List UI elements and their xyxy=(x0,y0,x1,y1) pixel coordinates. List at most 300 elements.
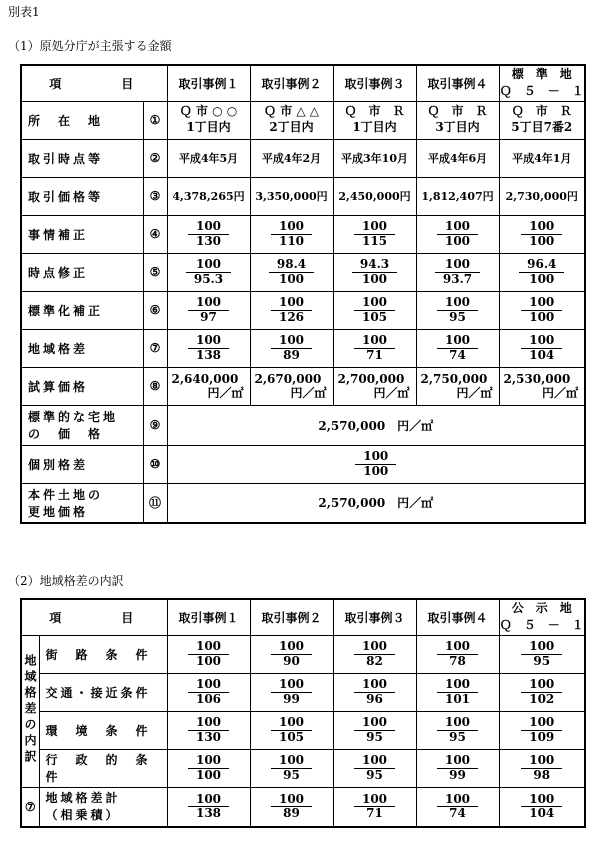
denominator: 100 xyxy=(529,271,555,286)
denominator: 71 xyxy=(366,347,383,362)
cell: 3,350,000円 xyxy=(250,177,333,215)
column-header: 取引事例３ xyxy=(333,65,416,101)
cell xyxy=(250,635,333,673)
cell xyxy=(250,711,333,749)
denominator: 95 xyxy=(366,729,383,744)
fraction xyxy=(521,678,562,705)
denominator: 105 xyxy=(361,309,388,324)
cell-line: 5丁目7番2 xyxy=(511,120,573,134)
cell-line: Ｑ 市 Ｒ xyxy=(344,104,405,119)
table-row xyxy=(21,673,585,711)
price-unit: 円／㎡ xyxy=(542,386,579,400)
cell xyxy=(499,749,585,787)
price-unit: 円／㎡ xyxy=(290,386,327,400)
cell xyxy=(499,367,585,405)
numerator: 100 xyxy=(437,220,478,234)
denominator: 104 xyxy=(529,806,555,821)
table-row xyxy=(21,711,585,749)
column-header: 取引事例２ xyxy=(250,599,333,635)
cell xyxy=(167,749,250,787)
cell xyxy=(416,101,499,139)
cell xyxy=(499,215,585,253)
fraction xyxy=(271,793,312,820)
row-label: 取引時点等 xyxy=(21,139,143,177)
denominator: 89 xyxy=(283,806,300,821)
cell: 平成3年10月 xyxy=(333,139,416,177)
total-label xyxy=(39,787,167,827)
fraction xyxy=(437,334,478,361)
denominator: 95 xyxy=(533,653,551,668)
numerator: 100 xyxy=(437,296,478,310)
row-label: 行 政 的 条 件 xyxy=(39,749,167,787)
table-row xyxy=(21,329,585,367)
price-unit: 円／㎡ xyxy=(373,386,410,400)
table-row xyxy=(21,367,585,405)
row-mark: ⑨ xyxy=(143,405,167,445)
cell xyxy=(250,673,333,711)
denominator: 95 xyxy=(449,309,466,324)
row-mark: ⑥ xyxy=(143,291,167,329)
section2-heading: （2）地域格差の内訳 xyxy=(8,574,124,588)
cell: 2,730,000円 xyxy=(499,177,585,215)
fraction xyxy=(271,754,312,781)
numerator: 100 xyxy=(271,678,312,692)
table-row xyxy=(21,635,585,673)
row-label: 試算価格 xyxy=(21,367,143,405)
fraction xyxy=(186,258,231,285)
denominator: 74 xyxy=(449,806,466,821)
numerator: 100 xyxy=(271,220,312,234)
price-unit: 円／㎡ xyxy=(456,386,493,400)
row-label xyxy=(21,483,143,523)
standard-header-line: 標 準 地 xyxy=(511,67,572,82)
standard-header-line: Ｑ ５ － １ xyxy=(499,84,584,99)
price-value: 2,700,000 xyxy=(337,371,405,386)
fraction xyxy=(188,754,229,781)
fraction xyxy=(271,678,312,705)
numerator: 100 xyxy=(271,793,312,807)
cell: 平成4年6月 xyxy=(416,139,499,177)
denominator: 89 xyxy=(283,347,300,362)
land-price-value: 2,570,000 円／㎡ xyxy=(318,496,434,511)
row-label: 環 境 条 件 xyxy=(39,711,167,749)
numerator: 100 xyxy=(437,793,478,807)
denominator: 98 xyxy=(533,767,551,782)
numerator: 100 xyxy=(521,678,562,692)
column-header: 取引事例３ xyxy=(333,599,416,635)
numerator: 100 xyxy=(354,296,395,310)
fraction xyxy=(519,258,564,285)
row-mark: ⑦ xyxy=(143,329,167,367)
span-value xyxy=(167,483,585,523)
row-mark: ① xyxy=(143,101,167,139)
fraction xyxy=(437,640,478,667)
cell xyxy=(167,329,250,367)
denominator: 78 xyxy=(449,653,466,668)
denominator: 130 xyxy=(195,729,222,744)
fraction xyxy=(188,793,229,820)
fraction xyxy=(352,258,397,285)
numerator: 100 xyxy=(188,334,229,348)
row-label: 事情補正 xyxy=(21,215,143,253)
numerator: 100 xyxy=(354,678,395,692)
price-value: 2,670,000 xyxy=(254,371,322,386)
cell xyxy=(250,749,333,787)
denominator: 105 xyxy=(278,729,305,744)
row-mark: ⑤ xyxy=(143,253,167,291)
numerator: 100 xyxy=(521,793,562,807)
cell xyxy=(333,291,416,329)
cell xyxy=(250,367,333,405)
cell xyxy=(250,215,333,253)
fraction xyxy=(437,793,478,820)
numerator: 100 xyxy=(521,220,562,234)
column-header: 取引事例４ xyxy=(416,599,499,635)
numerator: 100 xyxy=(521,716,562,730)
numerator: 100 xyxy=(355,450,396,464)
span-value xyxy=(167,445,585,483)
fraction xyxy=(271,334,312,361)
cell xyxy=(416,787,499,827)
row-label: 標準化補正 xyxy=(21,291,143,329)
numerator: 94.3 xyxy=(352,258,397,272)
fraction xyxy=(354,793,395,820)
table-row xyxy=(21,749,585,787)
denominator: 130 xyxy=(195,233,222,248)
span-value xyxy=(167,405,585,445)
fraction xyxy=(521,640,562,667)
public-header-line: Ｑ ５ － １ xyxy=(499,618,584,633)
cell xyxy=(167,291,250,329)
table-row xyxy=(21,291,585,329)
fraction xyxy=(354,220,395,247)
numerator: 100 xyxy=(271,334,312,348)
cell xyxy=(333,711,416,749)
numerator: 100 xyxy=(188,220,229,234)
numerator: 100 xyxy=(188,793,229,807)
numerator: 100 xyxy=(271,640,312,654)
cell xyxy=(250,101,333,139)
cell: 1,812,407円 xyxy=(416,177,499,215)
denominator: 95 xyxy=(449,729,466,744)
denominator: 100 xyxy=(529,309,555,324)
fraction xyxy=(188,640,229,667)
numerator: 100 xyxy=(437,678,478,692)
cell xyxy=(333,253,416,291)
header-row xyxy=(21,599,585,635)
denominator: 100 xyxy=(444,233,471,248)
denominator: 101 xyxy=(444,691,471,706)
numerator: 100 xyxy=(437,640,478,654)
fraction xyxy=(188,334,229,361)
fraction xyxy=(354,754,395,781)
cell xyxy=(333,673,416,711)
denominator: 115 xyxy=(361,233,388,248)
denominator: 106 xyxy=(195,691,222,706)
numerator: 100 xyxy=(188,678,229,692)
side-label xyxy=(21,635,39,787)
item-header: 項 目 xyxy=(21,65,167,101)
row-mark: ④ xyxy=(143,215,167,253)
denominator: 96 xyxy=(366,691,383,706)
cell xyxy=(167,253,250,291)
fraction xyxy=(188,220,229,247)
cell xyxy=(416,367,499,405)
cell xyxy=(167,673,250,711)
fraction xyxy=(435,258,480,285)
cell xyxy=(333,215,416,253)
row-label-line: 更地価格 xyxy=(28,504,89,519)
row-mark: ③ xyxy=(143,177,167,215)
cell xyxy=(416,291,499,329)
standard-price-value: 2,570,000 円／㎡ xyxy=(318,418,434,433)
total-label-line: （相乗積） xyxy=(45,807,121,822)
cell xyxy=(499,329,585,367)
fraction xyxy=(437,678,478,705)
denominator: 138 xyxy=(195,806,222,821)
cell xyxy=(333,787,416,827)
row-label xyxy=(21,405,143,445)
fraction xyxy=(521,296,562,323)
fraction xyxy=(271,716,312,743)
standard-price-row xyxy=(21,405,585,445)
fraction xyxy=(269,258,314,285)
numerator: 100 xyxy=(437,716,478,730)
price-value: 2,530,000 xyxy=(503,371,571,386)
row-label: 街 路 条 件 xyxy=(39,635,167,673)
numerator: 100 xyxy=(354,793,395,807)
table-row xyxy=(21,139,585,177)
fraction xyxy=(188,678,229,705)
table-section2 xyxy=(20,598,586,828)
numerator: 100 xyxy=(271,296,312,310)
page-title: 別表1 xyxy=(8,5,40,19)
cell xyxy=(499,101,585,139)
numerator: 98.4 xyxy=(269,258,314,272)
denominator: 95 xyxy=(366,767,383,782)
fraction xyxy=(271,296,312,323)
fraction xyxy=(355,450,396,477)
denominator: 104 xyxy=(529,347,555,362)
cell xyxy=(499,673,585,711)
numerator: 96.4 xyxy=(519,258,564,272)
cell xyxy=(333,635,416,673)
public-header-line: 公 示 地 xyxy=(511,601,572,616)
cell xyxy=(499,291,585,329)
individual-diff-row xyxy=(21,445,585,483)
cell xyxy=(250,329,333,367)
numerator: 100 xyxy=(188,716,229,730)
cell xyxy=(416,635,499,673)
denominator: 110 xyxy=(278,233,305,248)
cell xyxy=(499,635,585,673)
cell-line: 1丁目内 xyxy=(352,120,397,134)
cell: 平成4年5月 xyxy=(167,139,250,177)
fraction xyxy=(521,754,562,781)
cell-line: Ｑ 市 ○ ○ xyxy=(179,104,238,119)
fraction xyxy=(354,334,395,361)
cell xyxy=(416,215,499,253)
fraction xyxy=(437,754,478,781)
numerator: 100 xyxy=(521,754,562,768)
fraction xyxy=(437,296,478,323)
row-label: 地域格差 xyxy=(21,329,143,367)
fraction xyxy=(437,220,478,247)
price-unit: 円／㎡ xyxy=(207,386,244,400)
public-header xyxy=(499,599,585,635)
table-row xyxy=(21,101,585,139)
denominator: 109 xyxy=(529,729,555,744)
column-header: 取引事例１ xyxy=(167,65,250,101)
cell xyxy=(416,329,499,367)
denominator: 71 xyxy=(366,806,383,821)
denominator: 138 xyxy=(195,347,222,362)
cell xyxy=(333,101,416,139)
denominator: 100 xyxy=(195,767,222,782)
fraction xyxy=(354,716,395,743)
row-mark: ⑩ xyxy=(143,445,167,483)
row-mark: ⑪ xyxy=(143,483,167,523)
denominator: 100 xyxy=(278,271,305,286)
row-label: 時点修正 xyxy=(21,253,143,291)
cell-line: Ｑ 市 △ △ xyxy=(264,104,320,119)
cell-line: 3丁目内 xyxy=(435,120,480,134)
numerator: 100 xyxy=(521,640,562,654)
cell xyxy=(167,101,250,139)
denominator: 99 xyxy=(283,691,300,706)
numerator: 100 xyxy=(435,258,480,272)
numerator: 100 xyxy=(354,220,395,234)
denominator: 82 xyxy=(366,653,383,668)
standard-header xyxy=(499,65,585,101)
cell xyxy=(250,291,333,329)
cell xyxy=(416,711,499,749)
cell xyxy=(167,367,250,405)
table-row xyxy=(21,215,585,253)
numerator: 100 xyxy=(186,258,231,272)
cell xyxy=(416,749,499,787)
cell xyxy=(333,749,416,787)
numerator: 100 xyxy=(354,640,395,654)
table-row xyxy=(21,177,585,215)
numerator: 100 xyxy=(437,334,478,348)
numerator: 100 xyxy=(437,754,478,768)
numerator: 100 xyxy=(188,640,229,654)
fraction xyxy=(521,716,562,743)
fraction xyxy=(521,334,562,361)
cell-line: Ｑ 市 Ｒ xyxy=(511,104,572,119)
denominator: 100 xyxy=(363,463,389,478)
fraction xyxy=(271,640,312,667)
denominator: 100 xyxy=(361,271,388,286)
row-label-line: 本件土地の xyxy=(28,487,104,502)
price-value: 2,750,000 xyxy=(420,371,488,386)
column-header: 取引事例２ xyxy=(250,65,333,101)
cell xyxy=(499,253,585,291)
fraction xyxy=(354,640,395,667)
denominator: 95.3 xyxy=(193,271,224,286)
row-mark: ② xyxy=(143,139,167,177)
cell xyxy=(333,329,416,367)
row-label xyxy=(21,445,143,483)
section1-heading: （1）原処分庁が主張する金額 xyxy=(8,39,172,53)
fraction xyxy=(188,296,229,323)
column-header: 取引事例１ xyxy=(167,599,250,635)
cell xyxy=(250,787,333,827)
land-price-row xyxy=(21,483,585,523)
numerator: 100 xyxy=(354,334,395,348)
cell xyxy=(416,673,499,711)
table-section1 xyxy=(20,64,586,524)
fraction xyxy=(188,716,229,743)
denominator: 100 xyxy=(529,233,555,248)
fraction xyxy=(271,220,312,247)
cell-line: Ｑ 市 Ｒ xyxy=(427,104,488,119)
cell-line: 1丁目内 xyxy=(186,120,231,134)
numerator: 100 xyxy=(271,716,312,730)
row-label: 所 在 地 xyxy=(21,101,143,139)
numerator: 100 xyxy=(188,296,229,310)
denominator: 100 xyxy=(195,653,222,668)
side-label-text: 地域格差の内訳 xyxy=(23,653,37,766)
row-label: 取引価格等 xyxy=(21,177,143,215)
numerator: 100 xyxy=(521,296,562,310)
numerator: 100 xyxy=(354,716,395,730)
row-label-line: 標準的な宅地 xyxy=(28,410,119,424)
denominator: 126 xyxy=(278,309,305,324)
denominator: 74 xyxy=(449,347,466,362)
cell xyxy=(499,711,585,749)
cell xyxy=(167,215,250,253)
fraction xyxy=(437,716,478,743)
denominator: 102 xyxy=(529,691,555,706)
fraction xyxy=(354,296,395,323)
fraction xyxy=(521,793,562,820)
row-label-line: の 価 格 xyxy=(28,427,104,441)
cell: 4,378,265円 xyxy=(167,177,250,215)
cell: 平成4年2月 xyxy=(250,139,333,177)
cell xyxy=(333,367,416,405)
cell xyxy=(416,253,499,291)
cell xyxy=(250,253,333,291)
item-header: 項 目 xyxy=(21,599,167,635)
fraction xyxy=(354,678,395,705)
cell: 2,450,000円 xyxy=(333,177,416,215)
denominator: 90 xyxy=(283,653,300,668)
total-label-line: 地域格差計 xyxy=(45,790,121,805)
cell-line: 2丁目内 xyxy=(269,120,314,134)
header-row xyxy=(21,65,585,101)
row-label-line: 個別格差 xyxy=(28,457,89,472)
column-header: 取引事例４ xyxy=(416,65,499,101)
total-mark: ⑦ xyxy=(21,787,39,827)
row-mark: ⑧ xyxy=(143,367,167,405)
denominator: 97 xyxy=(200,309,217,324)
row-label: 交通・接近条件 xyxy=(39,673,167,711)
denominator: 99 xyxy=(449,767,466,782)
numerator: 100 xyxy=(354,754,395,768)
numerator: 100 xyxy=(188,754,229,768)
total-row xyxy=(21,787,585,827)
denominator: 95 xyxy=(283,767,300,782)
fraction xyxy=(521,220,562,247)
table-row xyxy=(21,253,585,291)
cell xyxy=(167,635,250,673)
cell: 平成4年1月 xyxy=(499,139,585,177)
price-value: 2,640,000 xyxy=(171,371,239,386)
cell xyxy=(167,787,250,827)
cell xyxy=(167,711,250,749)
